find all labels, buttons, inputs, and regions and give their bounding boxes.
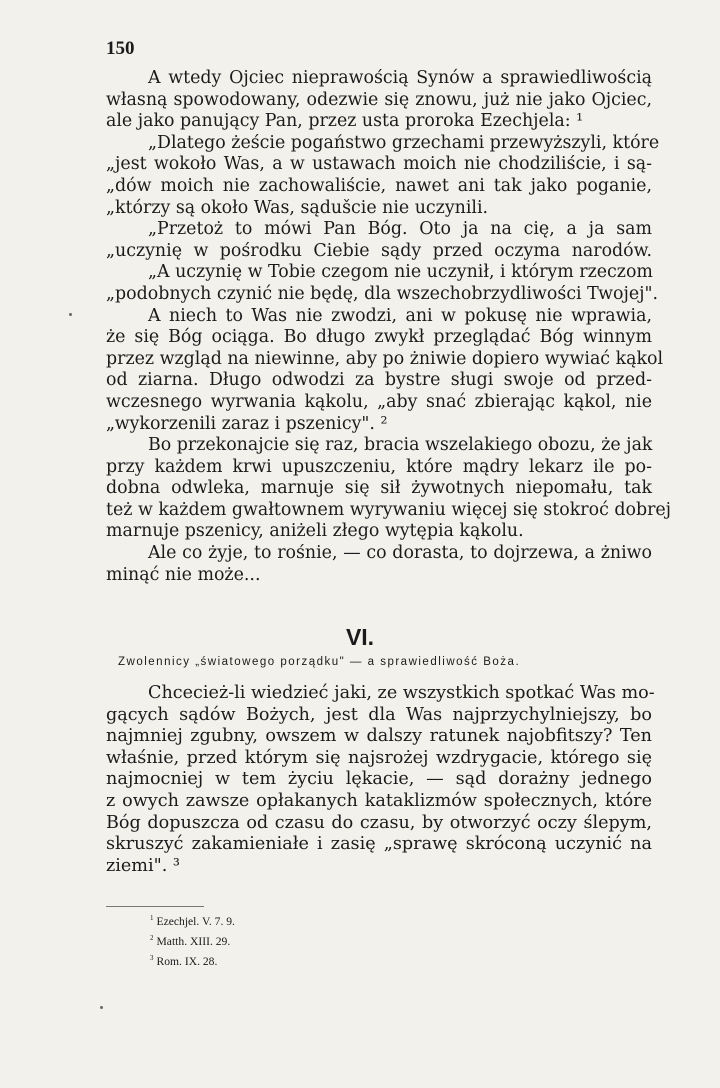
text-line: że się Bóg ociąga. Bo długo zwykł przeglądać Bóg winnym [106,327,652,348]
text-line: A wtedy Ojciec nieprawością Synów a sprawiedliwością [148,68,652,88]
text-line: „jest wokoło Was, a w ustawach moich nie chodziliście, i są- [106,154,652,175]
print-speck [100,1006,103,1009]
footnote-1 [150,910,235,930]
text-line: „A uczynię w Tobie czegom nie uczynił, i którym rzeczom [148,262,653,283]
text-line: przy każdem krwi upuszczeniu, które mądry lekarz ile po- [106,456,652,477]
footnote-2 [150,930,235,950]
page-number: 150 [106,38,135,59]
text-line: minąć nie może... [106,564,261,585]
text-line: „dów moich nie zachowaliście, nawet ani tak jako poganie, [106,175,652,196]
main-text-block [106,68,672,586]
text-line: marnuje pszenicy, aniżeli złego wytępia kąkolu. [106,521,524,542]
text-line: przez wzgląd na niewinne, aby po żniwie dopiero wywiać kąkol [106,348,664,369]
text-line: skruszyć zakamieniałe i zasię „sprawę skróconą uczynić na [106,834,652,855]
text-line: własną spowodowany, odezwie się znowu, już nie jako Ojciec, [106,89,652,110]
text-line: ale jako panujący Pan, przez usta proroka Ezechjela: ¹ [106,111,584,132]
text-line: najmocniej w tem życiu lękacie, — sąd dorażny jednego [106,769,652,790]
text-line: Bo przekonajcie się raz, bracia wszelakiego obozu, że jak [148,435,653,456]
section-heading: VI. [345,624,375,650]
text-line: Ale co żyje, to rośnie, — co dorasta, to dojrzewa, a żniwo [148,543,652,564]
text-line: „wykorzenili zaraz i pszenicy". ² [106,413,388,434]
print-speck [69,313,72,316]
text-line: najmniej zgubny, owszem w dalszy ratunek najobfitszy? Ten [106,726,652,747]
text-line: właśnie, przed którym się najsrożej wzdrygacie, którego się [106,747,652,768]
section-subtitle: Zwolennicy „światowego porządku" — a sprawiedliwość Boża. [118,656,521,668]
text-line: od ziarna. Długo odwodzi za bystre sługi swoje od przed- [106,370,652,391]
footnotes [150,910,235,970]
text-line: Chcecież-li wiedzieć jaki, ze wszystkich spotkać Was mo- [148,683,655,703]
footnote-mark: 1 [150,914,154,922]
text-line: „którzy są około Was, sądušcie nie uczynili. [106,197,489,218]
footnote-divider [106,906,204,907]
footnote-text: Matth. XIII. 29. [156,934,231,948]
footnote-text: Ezechjel. V. 7. 9. [156,914,235,928]
footnote-text: Rom. IX. 28. [156,954,218,968]
text-line: „Przetoż to mówi Pan Bóg. Oto ja na cię, a ja sam [148,219,652,240]
text-line: A niech to Was nie zwodzi, ani w pokusę nie wprawia, [148,305,652,326]
text-line: też w każdem gwałtownem wyrywaniu więcej się stokroć dobrej [106,499,672,520]
footnote-mark: 3 [150,953,154,962]
footnote-mark: 2 [150,933,154,942]
text-line: z owych zawsze opłakanych kataklizmów społecznych, które [106,790,652,811]
text-line: wczesnego wyrwania kąkolu, „aby snać zbierając kąkol, nie [106,391,652,412]
text-line: Bóg dopuszcza od czasu do czasu, by otworzyć oczy ślepym, [106,812,652,833]
text-line: gących sądów Bożych, jest dla Was najprzychylniejszy, bo [106,704,652,725]
text-line: „podobnych czynić nie będę, dla wszechobrzydliwości Twojej". [106,283,659,304]
footnote-3 [150,950,235,970]
text-line: dobna odwleka, marnuje się sił żywotnych niepomału, tak [106,478,652,499]
text-line: ziemi". ³ [106,855,180,876]
text-line: „uczynię w pośrodku Ciebie sądy przed oczyma narodów. [106,240,652,261]
section-text-block [106,683,655,877]
text-line: „Dlatego żeście pogaństwo grzechami przewyższyli, które [148,132,660,153]
